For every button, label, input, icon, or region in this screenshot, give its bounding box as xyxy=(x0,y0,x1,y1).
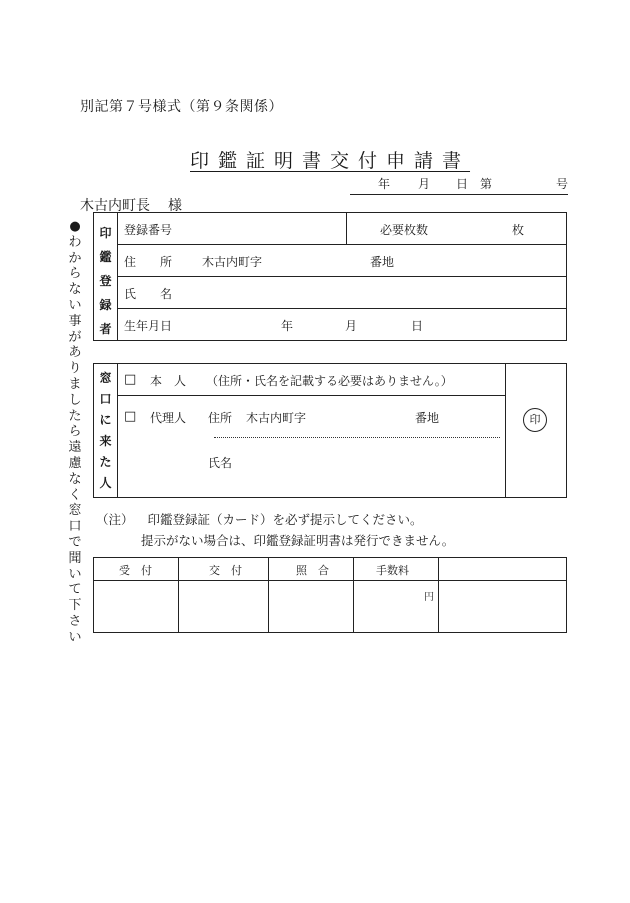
row-proxy xyxy=(118,396,505,497)
note-text-1: 印鑑登録証（カード）を必ず提示してください。 xyxy=(147,512,423,527)
side-note-vertical: ●わからない事がありましたら遠慮なく窓口で聞いて下さい xyxy=(68,219,82,645)
name-label: 氏 名 xyxy=(124,287,173,301)
proxy-town: 木古内町字 xyxy=(246,411,307,425)
row-address[interactable] xyxy=(118,245,566,277)
copies-unit: 枚 xyxy=(512,223,525,237)
applicant-table xyxy=(93,363,567,498)
reg-number-label: 登録番号 xyxy=(124,223,173,237)
stamp-shougou[interactable] xyxy=(269,581,352,631)
self-label: 本 人 xyxy=(150,374,187,388)
row-self xyxy=(118,364,505,396)
copies-label: 必要枚数 xyxy=(380,223,429,237)
number-dai-label: 第 xyxy=(480,177,493,191)
header-uketsuke: 受 付 xyxy=(119,564,152,577)
office-header-row xyxy=(94,558,566,581)
header-shougou: 照 合 xyxy=(296,564,329,577)
dob-month: 月 xyxy=(345,319,358,333)
proxy-checkbox[interactable]: □ xyxy=(124,409,137,424)
address-town: 木古内町字 xyxy=(202,255,263,269)
proxy-name-label: 氏名 xyxy=(208,456,233,470)
fee-unit: 円 xyxy=(424,592,434,603)
stamp-koufu[interactable] xyxy=(179,581,267,631)
copies-field[interactable] xyxy=(418,217,518,239)
seal-cell xyxy=(505,364,567,497)
self-note: （住所・氏名を記載する必要はありません。） xyxy=(206,374,453,388)
address-label: 住 所 xyxy=(124,255,173,269)
header-fee: 手数料 xyxy=(376,564,409,577)
self-checkbox[interactable]: □ xyxy=(124,372,137,387)
date-year-label: 年 xyxy=(378,177,391,191)
note-line-2: 提示がない場合は、印鑑登録証明書は発行できません。 xyxy=(141,533,455,548)
proxy-address-dotted-line[interactable] xyxy=(214,436,500,438)
dob-label: 生年月日 xyxy=(124,319,173,333)
row-name[interactable] xyxy=(118,277,566,309)
registrant-table xyxy=(93,212,567,341)
applicant-label-cell xyxy=(94,364,118,497)
note-prefix: （注） xyxy=(96,512,134,527)
proxy-address-label: 住所 xyxy=(208,411,233,425)
form-reference: 別記第７号様式（第９条関係） xyxy=(80,99,283,115)
dob-day: 日 xyxy=(411,319,424,333)
address-banchi: 番地 xyxy=(370,255,395,269)
form-title: 印鑑証明書交付申請書 xyxy=(190,150,471,172)
registrant-label-cell xyxy=(94,213,118,340)
registrant-label: 印鑑登録者 xyxy=(99,226,112,336)
number-gou-label: 号 xyxy=(556,177,569,191)
office-use-table xyxy=(93,557,567,633)
date-day-label: 日 xyxy=(456,177,469,191)
reg-number-field[interactable] xyxy=(198,217,338,239)
note-line-1 xyxy=(96,510,423,528)
date-month-label: 月 xyxy=(418,177,431,191)
row-dob[interactable] xyxy=(118,309,566,340)
stamp-uketsuke[interactable] xyxy=(95,581,177,631)
proxy-label: 代理人 xyxy=(150,411,187,425)
row-reg-number xyxy=(118,213,566,245)
seal-mark: 印 xyxy=(523,408,547,432)
fee-field[interactable] xyxy=(354,581,437,631)
addressee-name: 木古内町長 xyxy=(80,198,150,214)
addressee-honorific: 様 xyxy=(168,198,182,214)
proxy-banchi: 番地 xyxy=(415,411,440,425)
applicant-label: 窓口に来た人 xyxy=(99,371,112,490)
header-koufu: 交 付 xyxy=(209,564,242,577)
date-number-line[interactable] xyxy=(350,178,568,195)
dob-year: 年 xyxy=(281,319,294,333)
